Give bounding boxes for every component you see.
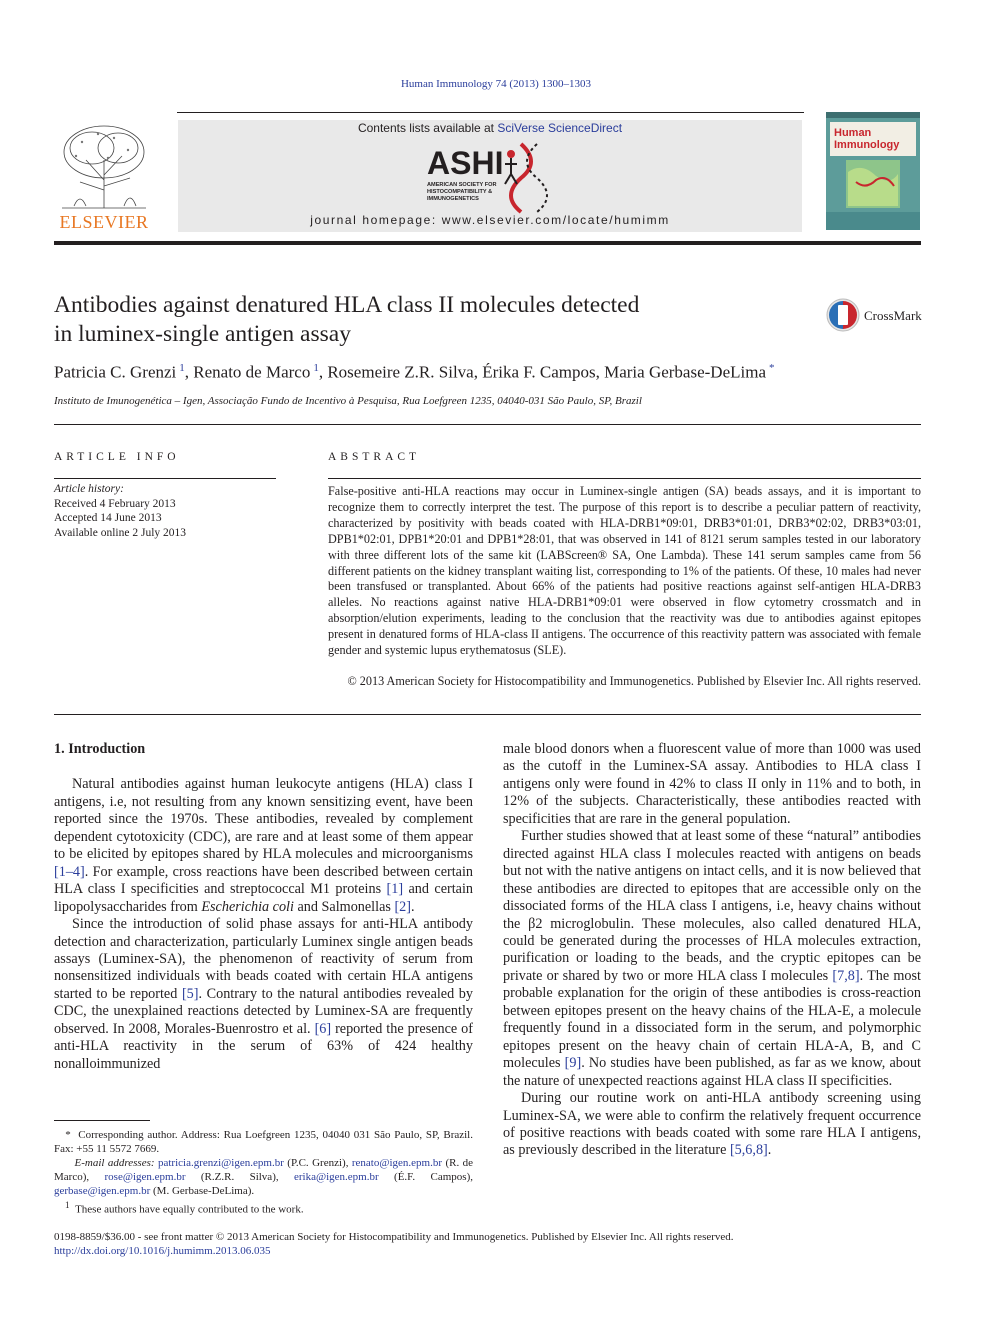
header-thick-rule <box>54 241 921 245</box>
crossmark-badge[interactable] <box>826 296 926 334</box>
citation-link[interactable]: [2] <box>394 898 411 915</box>
citation-link[interactable]: [1–4] <box>54 863 85 880</box>
accepted-date: Accepted 14 June 2013 <box>54 512 162 525</box>
article-title <box>54 291 754 349</box>
author-list: Patricia C. Grenzi $^1$, Renato de Marco $^1$, Rosemeire Z.R. Silva, Érika F. Campos, Maria Gerbase-DeLima * <box>54 362 775 382</box>
received-date: Received 4 February 2013 <box>54 497 176 510</box>
cover-title-line2: Immunology <box>834 139 900 151</box>
author-name: Maria Gerbase-DeLima <box>604 362 766 382</box>
ashi-logo-text: ASHI <box>427 145 504 181</box>
email-link[interactable]: patricia.grenzi@igen.epm.br <box>157 1157 284 1169</box>
email-link[interactable]: gerbase@igen.epm.br <box>54 1185 151 1197</box>
author-mark[interactable]: 1 <box>179 362 185 374</box>
citation-link[interactable]: [7,8] <box>832 967 860 984</box>
issn-line: 0198-8859/$36.00 - see front matter © 2013 American Society for Histocompatibility and Immunogenetics. Published by Elsevier Inc. All rights reserved. <box>54 1231 734 1243</box>
journal-homepage[interactable]: journal homepage: www.elsevier.com/locate/humimm <box>310 213 670 227</box>
body-column-right <box>503 741 921 1160</box>
article-info-heading: ARTICLE INFO <box>54 451 180 463</box>
body-paragraph: male blood donors when a fluorescent value of more than 1000 was used as the cutoff in the Luminex-SA assay. Antibodies to HLA class I antigens only were found in 42% to class II only in 11% and to both, in 12% of the subjects. Characteristically, these antibodies reacted with specificities that are rare in the general population. <box>503 741 921 827</box>
contents-prefix: Contents lists available at <box>357 121 498 135</box>
article-history <box>54 482 284 541</box>
body-column-left <box>54 741 473 1073</box>
divider-rule <box>54 714 921 715</box>
author-name: Rosemeire Z.R. Silva <box>327 362 474 382</box>
sciencedirect-link[interactable]: SciVerse ScienceDirect <box>497 121 623 135</box>
crossmark-label: CrossMark <box>864 308 922 323</box>
author-name: Patricia C. Grenzi <box>54 362 177 382</box>
email-link[interactable]: erika@igen.epm.br <box>294 1171 379 1183</box>
citation-link[interactable]: [1] <box>386 881 404 898</box>
author-name: Érika F. Campos <box>482 362 596 382</box>
abstract-text: False-positive anti-HLA reactions may occur in Luminex-single antigen (SA) beads assays, and it is important to recognize them to correctly interpret the test. The purpose of this report is to describe a peculiar pattern of reactivity, characterized by positivity with beads coated with HLA-DRB1*09:01, DRB3*01:01, DRB3*02:02, DRB3*03:01, DPB1*02:01, DPB1*20:01 and DPB1*28:01, that was observed in 141 of 8121 serum samples tested in our laboratory with three different lots of the same kit (LABScreen® SA, One Lambda). These 141 serum samples came from 56 different patients on the kidney transplant waiting list, corresponding to 1% of the patients. Of these, 10 males had never been transfused or transplanted. About 66% of the patients had positive reactions against self-antigen HLA-DRB3 alleles. No reactions against native HLA-DRB1*09:01 were observed in flow cytometry crossmatch and in absorption/elution experiments, leading to the conclusion that the reactivity was due to antibodies against epitopes present in denatured forms of HLA-class II antigens. The occurrence of this reactivity pattern was associated with female gender and systemic lupus erythematosus (SLE). <box>328 484 921 658</box>
header-rule <box>177 112 804 113</box>
body-paragraph: During our routine work on anti-HLA antibody screening using Luminex-SA, we were able to confirm the relatively frequent occurrence of positive reactions with beads coated with some rare HLA I antigens, as previously described in the literature [5,6,8]. <box>503 1090 921 1159</box>
doi-link[interactable]: http://dx.doi.org/10.1016/j.humimm.2013.06.035 <box>54 1245 271 1257</box>
ashi-logo <box>425 140 555 214</box>
journal-reference[interactable]: Human Immunology 74 (2013) 1300–1303 <box>400 78 592 90</box>
body-paragraph: Further studies showed that at least some of these “natural” antibodies directed against HLA class I molecules reacted with antigens on beads but not with the native antigens on intact cells, and it is now believed that these antibodies are directed to epitopes that are accessible only on the dissociated forms of the HLA class I antigens, i.e, heavy chains without the β2 microglobulin. These molecules, also called denatured HLA, could be generated during the processes of HLA molecules extraction, purification or loading to the beads, and the cryptic epitopes can be private or shared by two or more HLA class I molecules [7,8]. The most probable explanation for the origin of these antibodies is cross-reaction between epitopes present on the heavy chains of the HLA-E, a molecule frequently found in a dissociated form in the serum, and polymorphic epitopes present on the heavy chain of certain HLA-A, B, and C molecules [9]. No studies have been published, as far as we know, about the nature of unexpected reactions against HLA class II specificities. <box>503 828 921 1089</box>
article-title-line: Antibodies against denatured HLA class II molecules detected <box>54 292 640 318</box>
abstract-rule <box>328 478 921 479</box>
citation-link[interactable]: [5] <box>181 985 199 1002</box>
citation-link[interactable]: [9] <box>564 1055 582 1072</box>
body-paragraph: Natural antibodies against human leukocyte antigens (HLA) class I antigens, i.e, not resulting from any known sensitizing event, have been reported since the 1970s. These antibodies, revealed by complement dependent cytotoxicity (CDC), are rare and at least some of them appear to be elicited by epitopes shared by HLA molecules and microorganisms [1–4]. For example, cross reactions have been described between certain HLA class I specificities and streptococcal M1 proteins [1] and certain lipopolysaccharides from Escherichia coli and Salmonellas [2]. <box>54 776 473 915</box>
affiliation: Instituto de Imunogenética – Igen, Associação Fundo de Incentivo à Pesquisa, Rua Loefgreen 1235, 04040-031 São Paulo, SP, Brazil <box>54 395 642 407</box>
article-info-rule <box>54 478 276 479</box>
cover-title-line1: Human <box>834 127 872 139</box>
author-mark[interactable]: * <box>769 362 775 374</box>
author-mark[interactable]: 1 <box>313 362 319 374</box>
abstract-heading: ABSTRACT <box>328 451 421 463</box>
front-matter-footer <box>54 1230 921 1258</box>
email-note: E-mail addresses: patricia.grenzi@igen.epm.br (P.C. Grenzi), renato@igen.epm.br (R. de Marco), rose@igen.epm.br (R.Z.R. Silva), erika@igen.epm.br (É.F. Campos), gerbase@igen.epm.br (M. Gerbase-DeLima). <box>54 1157 474 1197</box>
footnotes <box>54 1128 473 1217</box>
elsevier-wordmark: ELSEVIER <box>59 212 149 232</box>
journal-cover-thumbnail <box>826 112 920 230</box>
section-heading: 1. Introduction <box>54 741 146 757</box>
corresponding-author-note: * Corresponding author. Address: Rua Loefgreen 1235, 04040 031 São Paulo, SP, Brazil. Fax: +55 11 5572 7669. <box>54 1129 473 1155</box>
footnote-rule <box>54 1120 150 1121</box>
history-label: Article history: <box>54 483 124 495</box>
online-date: Available online 2 July 2013 <box>54 527 187 540</box>
abstract-copyright: © 2013 American Society for Histocompatibility and Immunogenetics. Published by Elsevier Inc. All rights reserved. <box>347 674 921 688</box>
email-link[interactable]: rose@igen.epm.br <box>104 1171 186 1183</box>
citation-link[interactable]: [5,6,8] <box>729 1142 768 1159</box>
divider-rule <box>54 424 921 425</box>
body-paragraph: Since the introduction of solid phase assays for anti-HLA antibody detection and characterization, particularly Luminex single antigen beads assays (Luminex-SA), the phenomenon of reactivity of serum from nonsensitized individuals with beads coated with certain HLA antigens started to be reported [5]. Contrary to the natural antibodies revealed by CDC, the unexplained reactions detected by Luminex-SA are frequently observed. In 2008, Morales-Buenrostro et al. [6] reported the presence of anti-HLA reactivity in the serum of 63% of 424 healthy nonalloimmunized <box>54 916 473 1072</box>
citation-link[interactable]: [6] <box>314 1020 332 1037</box>
article-title-line: in luminex-single antigen assay <box>54 321 351 347</box>
contents-line <box>178 121 802 135</box>
equal-contribution-note: $^1$ These authors have equally contributed to the work. <box>65 1200 304 1216</box>
email-link[interactable]: renato@igen.epm.br <box>351 1157 443 1169</box>
author-name: Renato de Marco <box>193 362 311 382</box>
ashi-logo-subtext: AMERICAN SOCIETY FOR HISTOCOMPATIBILITY & IMMUNOGENETICS <box>427 182 497 202</box>
